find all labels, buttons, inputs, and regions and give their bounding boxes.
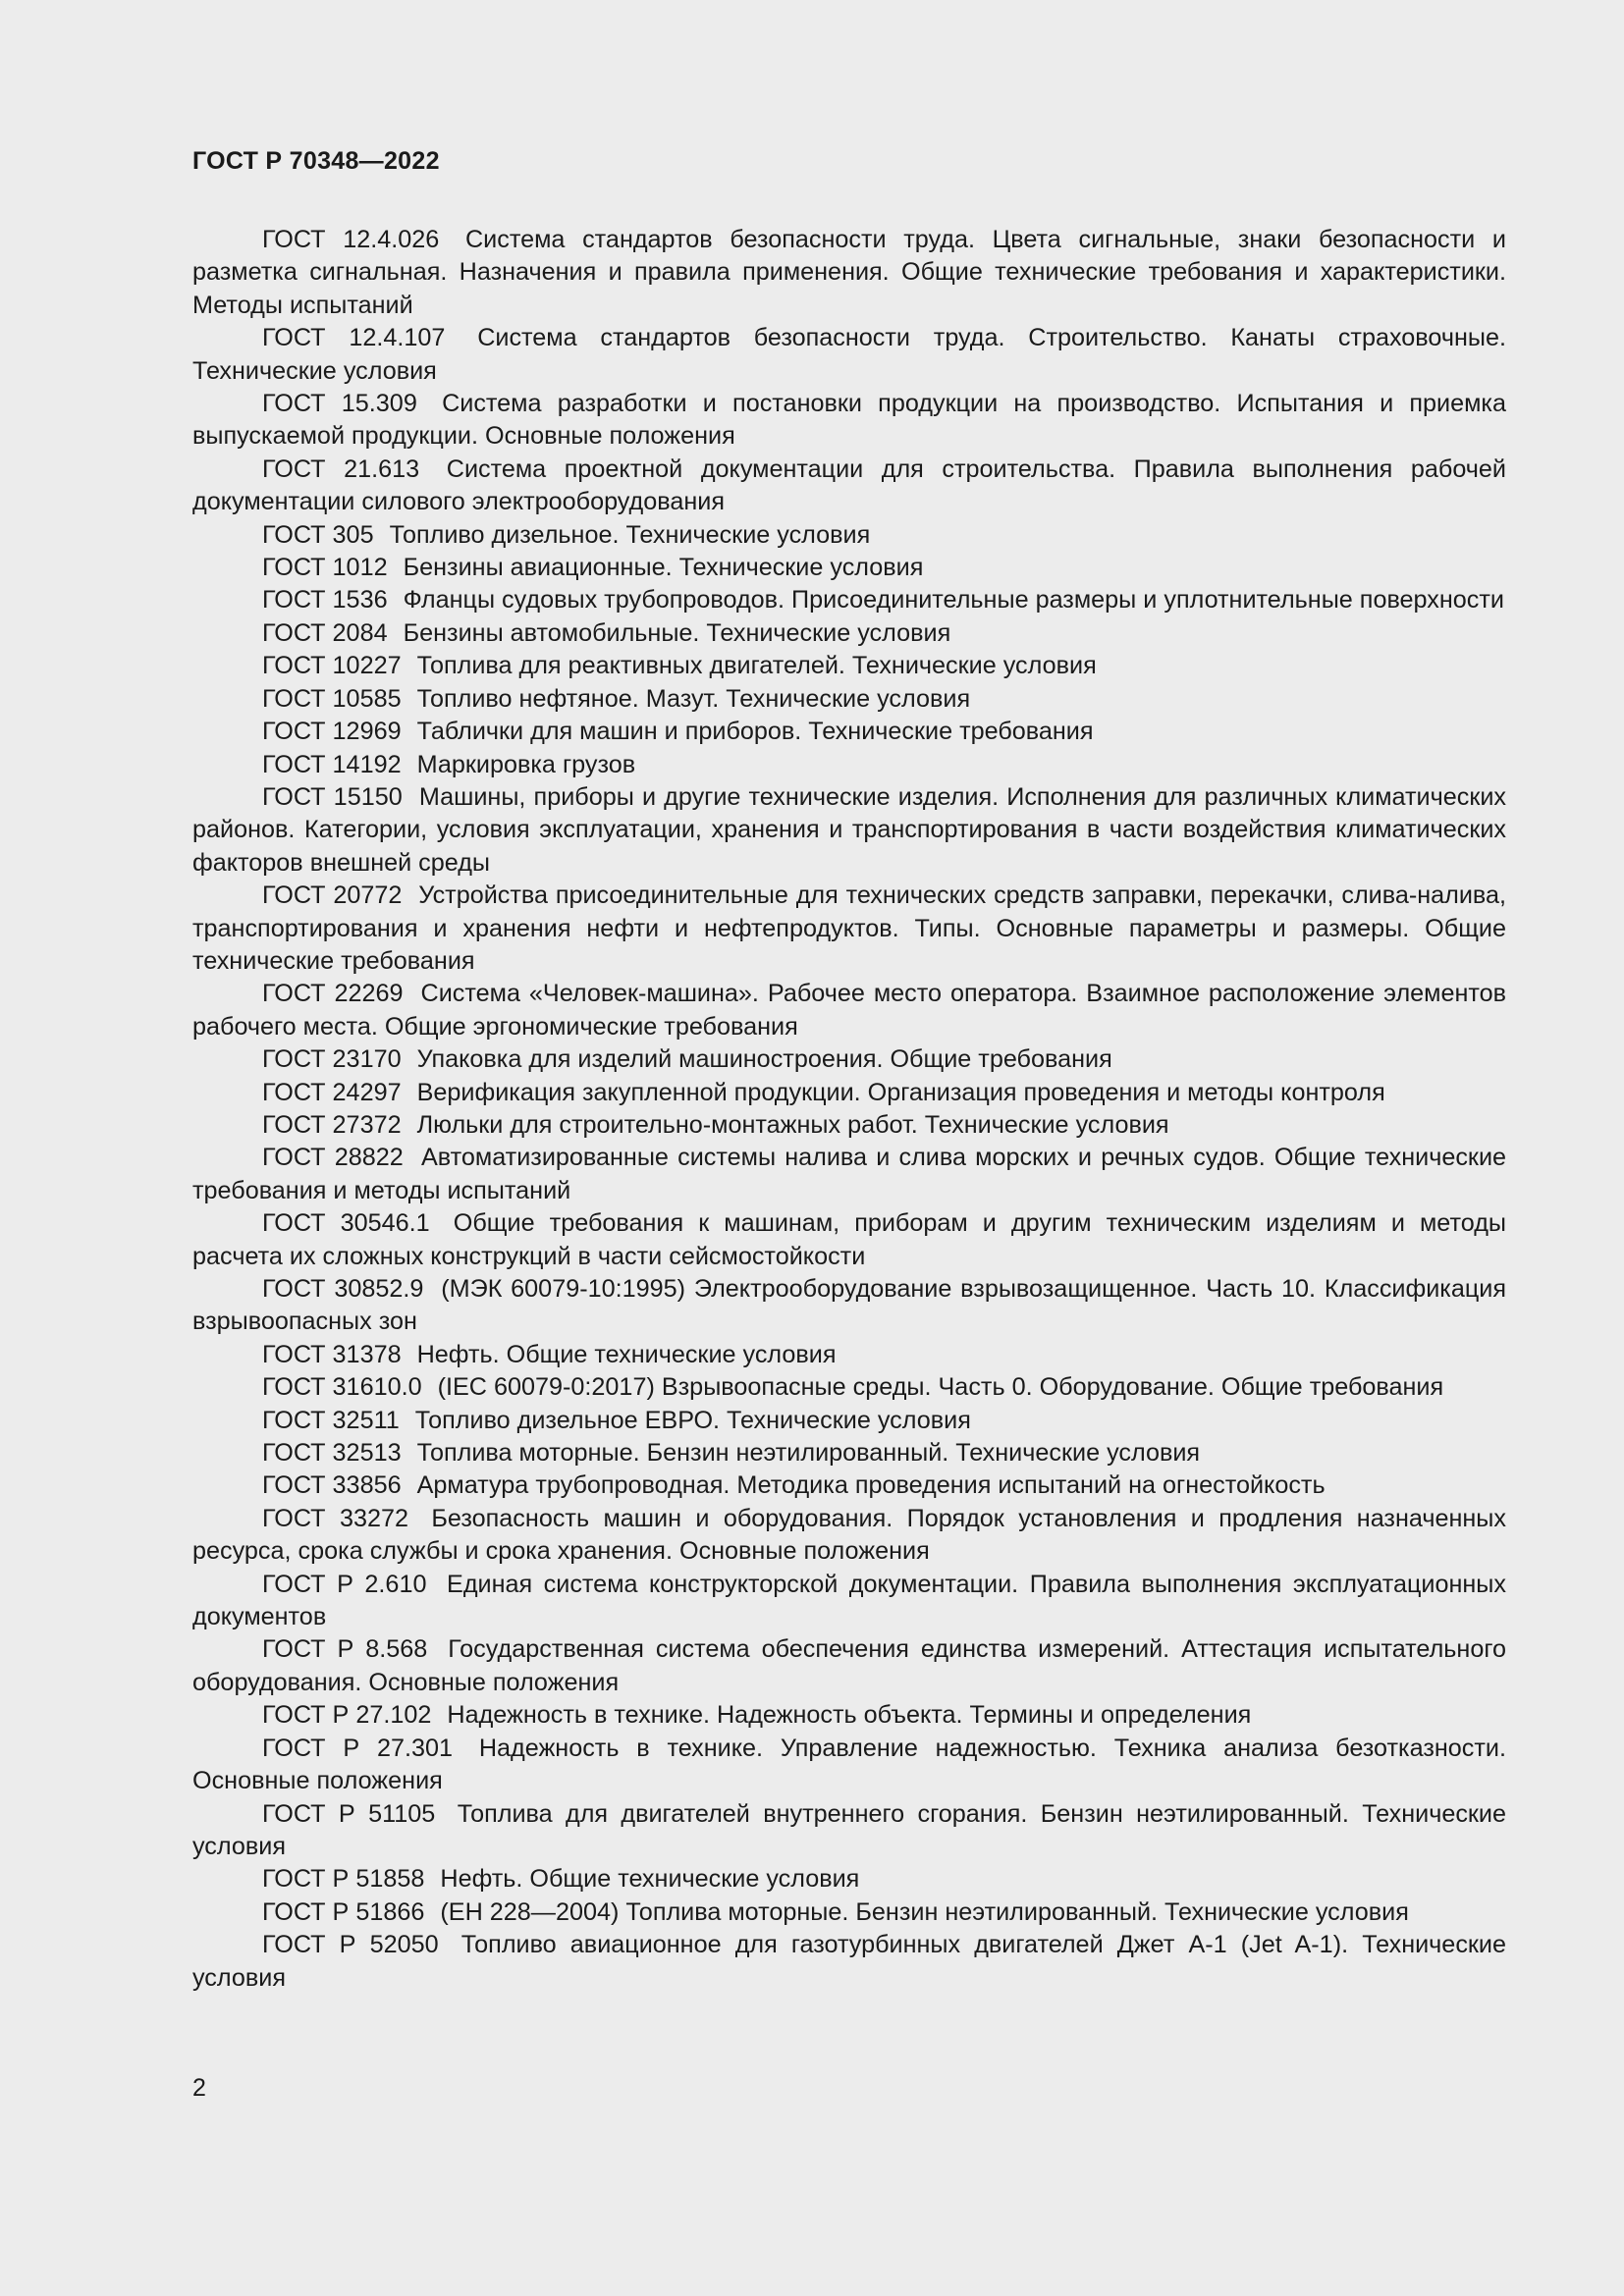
reference-title: Арматура трубопроводная. Методика проведения испытаний на огнестойкость [416,1471,1326,1500]
reference-item [192,1437,1506,1469]
reference-item [192,1043,1506,1076]
reference-code: ГОСТ 15.309 [262,390,417,418]
reference-item [192,454,1506,519]
reference-title: (ЕН 228—2004) Топлива моторные. Бензин неэтилированный. Технические условия [440,1897,1409,1926]
reference-title: Таблички для машин и приборов. Технические требования [416,718,1094,746]
reference-title: Система «Человек-машина». Рабочее место оператора. Взаимное расположение элементов рабочего места. Общие эргономические требования [192,980,1507,1041]
reference-item [192,1699,1506,1732]
reference-item [192,1109,1506,1142]
reference-title: Автоматизированные системы налива и слива морских и речных судов. Общие технические требования и методы испытаний [192,1144,1507,1204]
reference-item [192,322,1506,388]
reference-code: ГОСТ 10227 [262,652,402,680]
reference-code: ГОСТ 31378 [262,1340,402,1368]
reference-title: Люльки для строительно-монтажных работ. Технические условия [416,1110,1169,1139]
reference-title: Фланцы судовых трубопроводов. Присоединительные размеры и уплотнительные поверхности [403,586,1504,614]
reference-item [192,1339,1506,1371]
reference-title: Верификация закупленной продукции. Организация проведения и методы контроля [416,1078,1385,1106]
reference-code: ГОСТ 30852.9 [262,1275,424,1303]
reference-item [192,650,1506,682]
reference-title: Система стандартов безопасности труда. Строительство. Канаты страховочные. Технические условия [192,324,1506,385]
page-number: 2 [192,2074,206,2102]
reference-item [192,1207,1506,1273]
reference-code: ГОСТ 32511 [262,1406,400,1434]
reference-item [192,388,1506,454]
reference-title: Безопасность машин и оборудования. Порядок установления и продления назначенных ресурса, срока службы и срока хранения. Основные положения [192,1504,1506,1566]
reference-title: Устройства присоединительные для технических средств заправки, перекачки, слива-налива, транспортирования и хранения нефти и нефтепродуктов. Типы. Основные параметры и размеры. Общие технические требования [192,881,1507,975]
reference-code: ГОСТ 33856 [262,1471,402,1500]
reference-item [192,781,1506,880]
reference-item [192,749,1506,781]
reference-item [192,716,1506,748]
reference-code: ГОСТ 2084 [262,618,388,647]
reference-title: Топлива для реактивных двигателей. Технические условия [416,652,1097,680]
reference-code: ГОСТ Р 8.568 [262,1635,428,1664]
reference-code: ГОСТ Р 52050 [262,1931,439,1959]
reference-item [192,880,1506,978]
reference-item [192,552,1506,584]
reference-code: ГОСТ 28822 [262,1144,404,1172]
reference-code: ГОСТ Р 51866 [262,1897,425,1926]
reference-code: ГОСТ 30546.1 [262,1209,430,1238]
reference-title: Надежность в технике. Управление надежностью. Техника анализа безотказности. Основные положения [192,1734,1506,1795]
reference-title: Упаковка для изделий машиностроения. Общие требования [416,1045,1112,1074]
reference-item [192,1469,1506,1502]
reference-code: ГОСТ 24297 [262,1078,402,1106]
reference-item [192,224,1506,322]
reference-item [192,1798,1506,1864]
reference-title: Топливо дизельное ЕВРО. Технические условия [414,1406,971,1434]
reference-code: ГОСТ 14192 [262,750,402,778]
reference-title: Топлива для двигателей внутреннего сгорания. Бензин неэтилированный. Технические условия [192,1799,1507,1860]
reference-item [192,1633,1506,1699]
reference-code: ГОСТ Р 27.102 [262,1701,432,1730]
reference-item [192,1929,1506,1995]
reference-code: ГОСТ 15150 [262,782,403,811]
reference-title: Топливо авиационное для газотурбинных двигателей Джет А-1 (Jet A-1). Технические условия [192,1931,1507,1992]
reference-code: ГОСТ 33272 [262,1504,408,1532]
reference-item [192,1896,1506,1929]
reference-title: Бензины авиационные. Технические условия [403,554,924,582]
reference-item [192,978,1506,1043]
reference-item [192,1569,1506,1634]
reference-code: ГОСТ 31610.0 [262,1373,422,1402]
reference-title: Нефть. Общие технические условия [440,1865,860,1894]
reference-title: Государственная система обеспечения единства измерений. Аттестация испытательного оборудования. Основные положения [192,1635,1506,1696]
reference-code: ГОСТ 23170 [262,1045,402,1074]
reference-item [192,1371,1506,1404]
reference-title: Топливо нефтяное. Мазут. Технические условия [416,684,971,713]
reference-code: ГОСТ 22269 [262,980,404,1008]
reference-title: Нефть. Общие технические условия [416,1340,837,1368]
reference-title: Система проектной документации для строительства. Правила выполнения рабочей документации силового электрооборудования [192,454,1506,516]
reference-code: ГОСТ 21.613 [262,454,420,483]
reference-title: Машины, приборы и другие технические изделия. Исполнения для различных климатических районов. Категории, условия эксплуатации, хранения и транспортирования в части воздействия климатических факторов внешней среды [192,782,1507,877]
reference-code: ГОСТ 12969 [262,718,402,746]
reference-item [192,1733,1506,1798]
reference-item [192,683,1506,716]
reference-item [192,1405,1506,1437]
reference-code: ГОСТ Р 2.610 [262,1570,427,1598]
reference-code: ГОСТ 20772 [262,881,403,910]
reference-title: Единая система конструкторской документации. Правила выполнения эксплуатационных документов [192,1570,1507,1631]
reference-title: Маркировка грузов [416,750,636,778]
reference-item [192,1142,1506,1207]
reference-code: ГОСТ 10585 [262,684,402,713]
reference-code: ГОСТ Р 27.301 [262,1734,454,1762]
reference-code: ГОСТ 305 [262,520,374,549]
normative-references-list [192,224,1506,1995]
reference-title: Топлива моторные. Бензин неэтилированный. Технические условия [416,1439,1201,1468]
reference-title: (МЭК 60079-10:1995) Электрооборудование взрывозащищенное. Часть 10. Классификация взрывоопасных зон [192,1275,1506,1336]
reference-title: Топливо дизельное. Технические условия [389,520,871,549]
reference-item [192,1273,1506,1339]
reference-title: (IEC 60079-0:2017) Взрывоопасные среды. Часть 0. Оборудование. Общие требования [437,1373,1444,1402]
reference-code: ГОСТ Р 51858 [262,1865,425,1894]
reference-code: ГОСТ 12.4.107 [262,324,446,352]
reference-code: ГОСТ 32513 [262,1439,402,1468]
reference-code: ГОСТ 27372 [262,1110,402,1139]
reference-title: Бензины автомобильные. Технические условия [403,618,951,647]
reference-item [192,1077,1506,1109]
reference-code: ГОСТ 1536 [262,586,388,614]
reference-title: Надежность в технике. Надежность объекта. Термины и определения [447,1701,1252,1730]
reference-title: Система стандартов безопасности труда. Цвета сигнальные, знаки безопасности и разметка сигнальная. Назначения и правила применения. Общие технические требования и характеристики. Методы испытаний [192,226,1506,319]
reference-item [192,1503,1506,1569]
reference-item [192,1863,1506,1896]
reference-code: ГОСТ Р 51105 [262,1799,436,1828]
document-header: ГОСТ Р 70348—2022 [192,147,440,175]
reference-item [192,584,1506,616]
reference-item [192,617,1506,650]
reference-title: Общие требования к машинам, приборам и другим техническим изделиям и методы расчета их сложных конструкций в части сейсмостойкости [192,1209,1506,1270]
reference-item [192,519,1506,552]
reference-code: ГОСТ 12.4.026 [262,226,440,253]
reference-code: ГОСТ 1012 [262,554,388,582]
reference-title: Система разработки и постановки продукции на производство. Испытания и приемка выпускаемой продукции. Основные положения [192,390,1506,451]
